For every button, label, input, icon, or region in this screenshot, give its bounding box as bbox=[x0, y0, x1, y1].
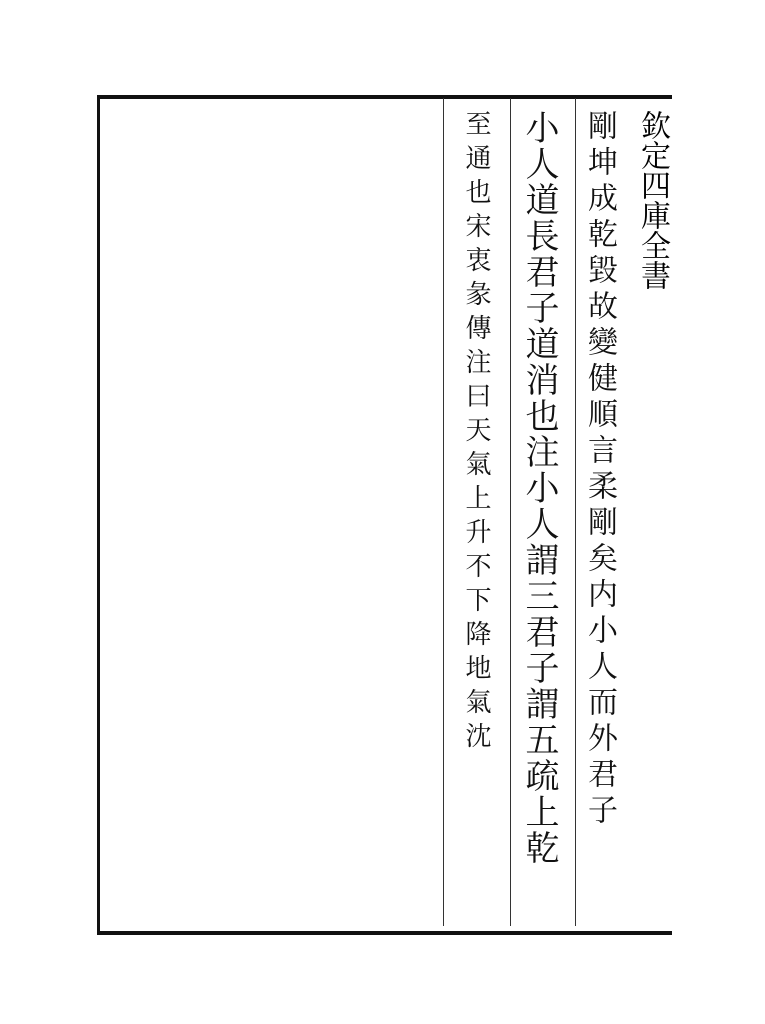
column-rule bbox=[510, 98, 511, 926]
column-rule bbox=[575, 98, 576, 926]
text-column-1: 剛坤成乾毀故變健順言柔剛矣内小人而外君子 bbox=[582, 110, 617, 830]
column-rule bbox=[443, 98, 444, 926]
text-column-3: 至通也宋衷彖傳注曰天氣上升不下降地氣沈 bbox=[461, 110, 491, 756]
margin-title: 欽定四庫全書 bbox=[635, 110, 670, 290]
text-column-2: 小人道長君子道消也注小人謂三君子謂五疏上乾 bbox=[519, 110, 559, 866]
